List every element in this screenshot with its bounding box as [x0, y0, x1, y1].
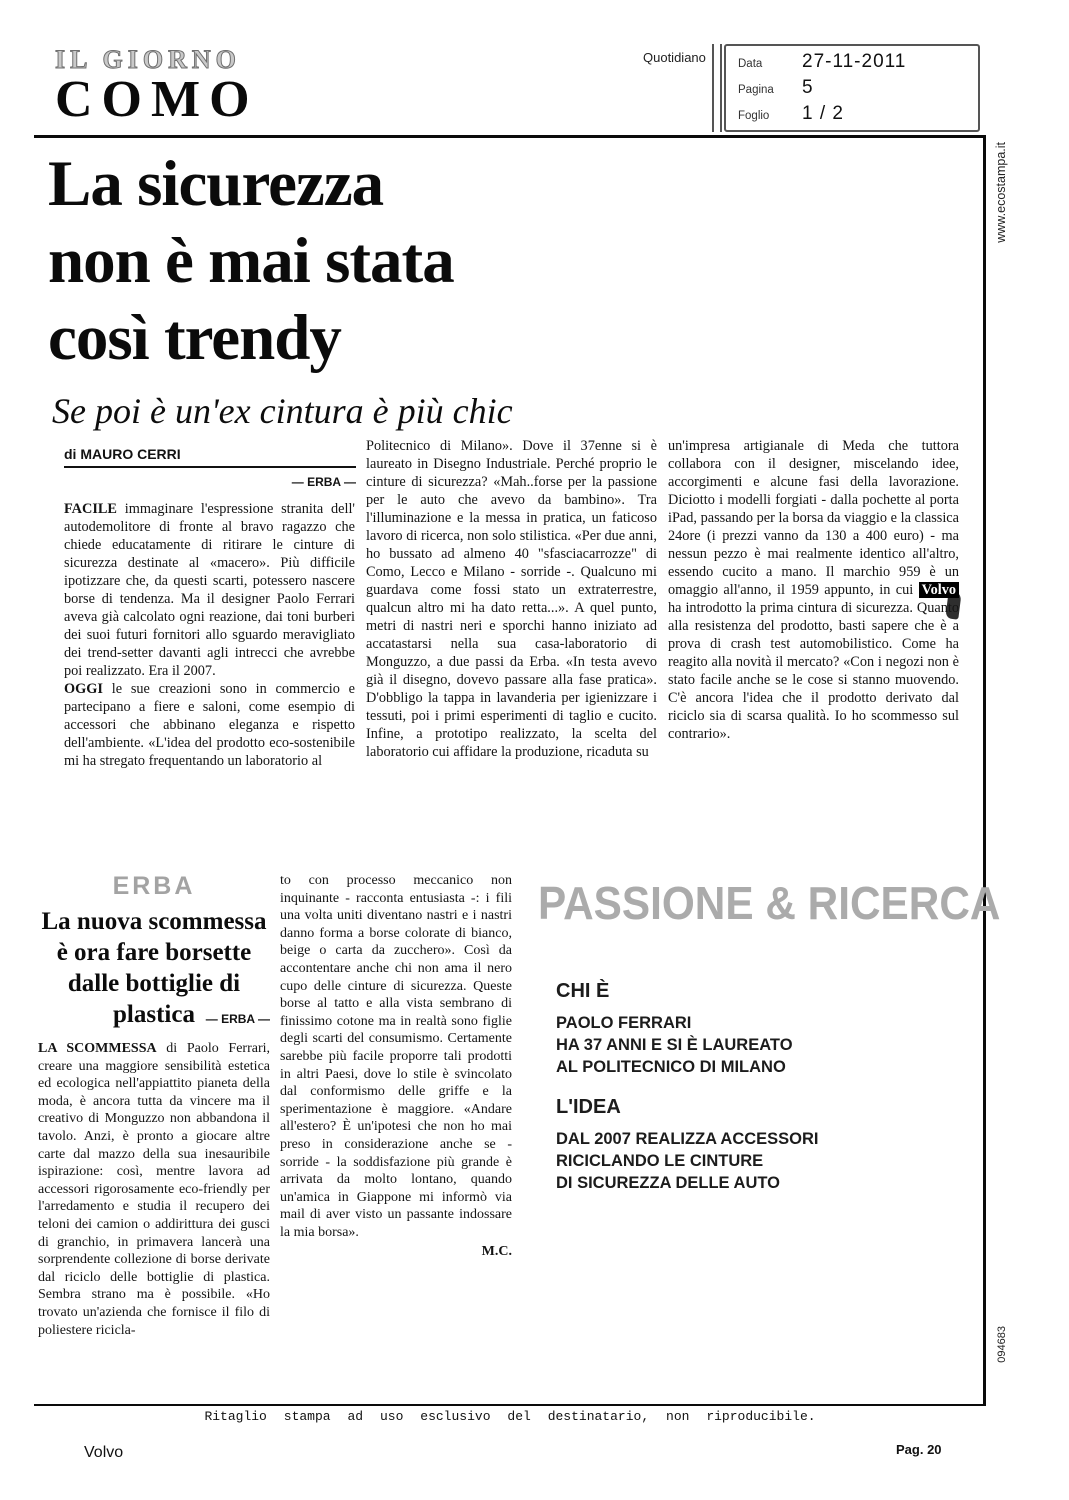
sheet-label: Foglio: [738, 110, 770, 122]
ecostampa-watermark: www.ecostampa.it: [994, 142, 1008, 243]
panel-section-chi-e: [556, 980, 793, 1078]
newspaper-logo: [55, 46, 259, 128]
sidebar-dateline: — ERBA —: [205, 1012, 270, 1026]
edition-name: COMO: [55, 71, 259, 129]
paragraph-text: ha introdotto la prima cintura di sicurezza. Quanto alla resistenza del prodotto, basti sapere che è a prova di crash test automobilistico. Come ha reagito alla novità il mercato? «Con i negozi non è stato facile anche se le cose si stanno muovendo. C'è ancora l'idea che il prodotto derivato dal riciclo sia di scarsa qualità. Io ho scommesso sul contrario».: [668, 600, 959, 742]
date-value: 27-11-2011: [802, 51, 907, 72]
article-paragraph: [38, 1040, 270, 1339]
article-paragraph: to con processo meccanico non inquinante - racconta entusiasta -: i fili una volta uniti diventano nastri e i nastri danno forma a borse colorate di bianco, beige o carta da zucchero». Così da accontentare anche chi non ama il nero cupo delle cinture di sicurezza. Queste borse al tatto e alla vista sembrano di finissimo cotone ma in realtà sono figlie degli scarti del consumismo. Certamente sarebbe più facile proporre tali prodotti in altri Paesi, dove lo stile è svincolato dal conformismo delle griffe e la sperimentazione è maggiore. «Andare all'estero? È un'ipotesi che non ho mai preso in considerazione anche se - sorride - la soddisfazione più grande è arrivata da molto lontano, quando un'amica in Giappone mi informò via mail di aver visto un passante indossare la mia borsa».: [280, 873, 512, 1240]
paragraph-text: le sue creazioni sono in commercio e partecipano a fiere e saloni, come esempio di accessori che abbinano eleganza e rispetto dell'ambiente. «L'idea del prodotto eco-sostenibile mi ha stregato frequentando un laboratorio al: [64, 681, 355, 769]
article-paragraph: [668, 437, 959, 743]
article-paragraph: Politecnico di Milano». Dove il 37enne si è laureato in Disegno Industriale. Perché proprio le cinture di sicurezza? «Mah..forse per la passione per le auto che avevo da bambino». Tra l'illuminazione e la messa in pratica, un faticoso lavoro di ricerca, non solo stilistica. «Per due anni, ho bussato ad almeno 40 "sfasciacarrozze" di Como, Lecco e Milano - sorride -. Qualcuno mi guardava come fossi stato un extraterrestre, qualcun altro mi ha dato retta...». A quel punto, metri di nastri neri e sporchi hanno iniziato ad accatastarsi nella sua casa-laboratorio di Monguzzo, a due passi da Erba. «In testa avevo già il disegno, dovevo passare alla fase pratica». D'obbligo la tappa in lavanderia per igienizzare i tessuti, poi i primi esperimenti di taglio e cucito. Infine, a prototipo realizzato, la scelta del laboratorio cui affidare la produzione, ricaduta su: [366, 438, 657, 760]
panel-line: HA 37 ANNI E SI È LAUREATO: [556, 1036, 793, 1054]
panel-section-title: L'IDEA: [556, 1096, 621, 1118]
archive-code: 094683: [996, 1326, 1008, 1363]
sidebar-kicker: ERBA: [112, 872, 196, 900]
page-label: Pagina: [738, 84, 774, 96]
headline-line-2: non è mai stata: [48, 225, 454, 297]
sidebar-column-1: [38, 1040, 270, 1406]
sheet-value: 1 / 2: [802, 103, 844, 124]
article-column-3: [668, 437, 959, 871]
article-paragraph: [64, 500, 355, 680]
paragraph-lead: OGGI: [64, 681, 103, 697]
clipping-subject: Volvo: [84, 1444, 124, 1461]
headline-line-3: così trendy: [48, 302, 341, 374]
paragraph-text: un'impresa artigianale di Meda che tuttora collabora con il designer, miscelando idee, accorgimenti e alcune fasi della lavorazione. Diciotto i modelli forgiati - dalla pochette al porta iPad, passando per la borsa da viaggio e la classica 24ore (i prezzi vanno da 130 a 400 euro) - ma nessun pezzo è mai realmente identico all'altro, essendo cucito a mano. Il marchio 959 è un omaggio all'anno, il 1959 appunto, in cui: [668, 438, 959, 598]
panel-line: PAOLO FERRARI: [556, 1014, 692, 1032]
paragraph-lead: LA SCOMMESSA: [38, 1041, 157, 1056]
info-row-sheet: [738, 103, 966, 125]
article-paragraph: [64, 680, 355, 770]
main-headline: [48, 146, 454, 377]
sidebar-headline-line-1: La nuova scommessa: [41, 908, 267, 935]
panel-line: RICICLANDO LE CINTURE: [556, 1152, 764, 1170]
article-column-2: [366, 437, 657, 871]
sidebar-column-2: [280, 872, 512, 1352]
infobox-double-rule: [712, 44, 722, 132]
headline-line-1: La sicurezza: [48, 148, 384, 220]
sidebar-headline-line-3: dalle bottiglie di plastica: [67, 970, 241, 1028]
publication-type-label: Quotidiano: [643, 50, 706, 65]
paragraph-lead: FACILE: [64, 501, 117, 517]
panel-line: AL POLITECNICO DI MILANO: [556, 1058, 786, 1076]
top-rule: [34, 135, 986, 138]
paragraph-text: immaginare l'espressione stranita dell' autodemolitore di fronte al bravo ragazzo che chiede educatamente di ritirare le cinture di sicurezza destinate al «macero». Più difficile ipotizzare che, da questi scarti, potessero nascere borse di tendenza. Ma il designer Paolo Ferrari aveva già calcolato ogni reazione, dai toni burberi dei suoi futuri fornitori allo sguardo meravigliato dei trend-setter davanti agli intrecci che avrebbe poi realizzato. Era il 2007.: [64, 501, 355, 679]
sidebar-headline-line-2: è ora fare borsette: [56, 939, 252, 966]
subheadline: Se poi è un'ex cintura è più chic: [52, 391, 513, 431]
panel-line: DI SICUREZZA DELLE AUTO: [556, 1174, 780, 1192]
bottom-rule: [34, 1404, 986, 1406]
byline-block: [64, 446, 356, 489]
clipping-info-box: [724, 44, 980, 132]
page-reference: Pag. 20: [896, 1442, 942, 1457]
page-value: 5: [802, 77, 814, 98]
article-column-1: [64, 500, 355, 868]
date-label: Data: [738, 58, 763, 70]
panel-title: PASSIONE & RICERCA: [538, 877, 1001, 929]
byline: di MAURO CERRI: [64, 446, 356, 468]
newspaper-name: IL GIORNO: [55, 45, 241, 74]
panel-line: DAL 2007 REALIZZA ACCESSORI: [556, 1130, 819, 1148]
author-initials: M.C.: [481, 1244, 512, 1260]
volvo-highlight: Volvo: [919, 582, 959, 598]
info-row-date: [738, 51, 966, 73]
panel-section-title: CHI È: [556, 980, 610, 1002]
panel-section-l-idea: [556, 1096, 819, 1194]
reproduction-disclaimer: Ritaglio stampa ad uso esclusivo del destinatario, non riproducibile.: [204, 1409, 816, 1424]
info-row-page: [738, 77, 966, 99]
dateline: — ERBA —: [291, 475, 356, 489]
right-rule: [983, 135, 986, 1406]
paragraph-text: di Paolo Ferrari, creare una maggiore sensibilità estetica ed ecologica nell'appiattito pianeta della moda, è ancora tutta da vincere ma il creativo di Monguzzo non abbandona il tavolo. Anzi, è pronto a giocare altre carte dal mazzo della sua inesauribile ispirazione: così, mentre lavora ad accessori rigorosamente eco-friendly per l'arredamento e studia il recupero dei teloni dei camion o addirittura dei gusci di granchio, in primavera lancerà una sorprendente collezione di borse derivate dal riciclo delle bottiglie di plastica. Sembra strano ma è possibile. «Ho trovato un'azienda che fornisce il filo di poliestere ricicla-: [38, 1041, 270, 1338]
